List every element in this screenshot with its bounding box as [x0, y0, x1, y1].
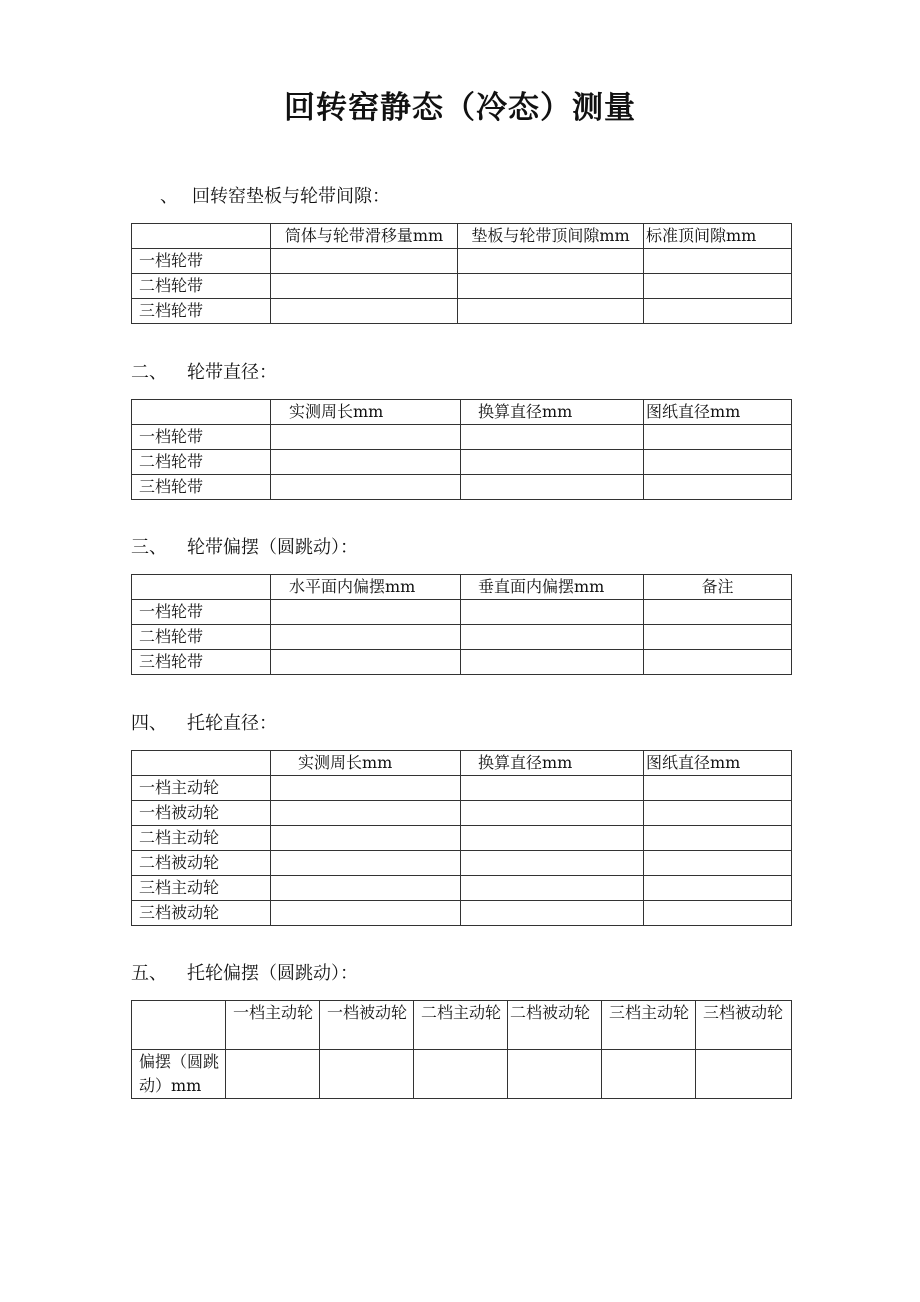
- table-row: [132, 425, 792, 450]
- input-cell[interactable]: [508, 1050, 602, 1099]
- row-label: 三档主动轮: [132, 876, 271, 901]
- table-row: [132, 249, 792, 274]
- section-1-heading: [160, 182, 390, 208]
- row-label: 二档轮带: [132, 274, 271, 299]
- input-cell[interactable]: [320, 1050, 414, 1099]
- section-1-number: 、: [160, 186, 178, 207]
- section-3-heading: [131, 533, 358, 559]
- input-cell[interactable]: [644, 801, 792, 826]
- table-header-row: [132, 751, 792, 776]
- input-cell[interactable]: [461, 650, 644, 675]
- input-cell[interactable]: [271, 249, 458, 274]
- header-cell: 二档主动轮: [414, 1001, 508, 1050]
- section-2-title: 轮带直径：: [187, 362, 277, 383]
- table-header-row: [132, 575, 792, 600]
- input-cell[interactable]: [644, 776, 792, 801]
- header-cell: [132, 1001, 226, 1050]
- header-cell: 图纸直径mm: [644, 400, 792, 425]
- input-cell[interactable]: [271, 801, 461, 826]
- input-cell[interactable]: [271, 901, 461, 926]
- input-cell[interactable]: [644, 876, 792, 901]
- row-label: 二档轮带: [132, 625, 271, 650]
- header-cell: [132, 575, 271, 600]
- table-row: [132, 475, 792, 500]
- input-cell[interactable]: [644, 450, 792, 475]
- header-cell: [132, 224, 271, 249]
- header-cell: [132, 751, 271, 776]
- row-label: 二档被动轮: [132, 851, 271, 876]
- section-2-heading: [131, 358, 277, 384]
- input-cell[interactable]: [458, 274, 644, 299]
- row-label: 一档主动轮: [132, 776, 271, 801]
- input-cell[interactable]: [271, 851, 461, 876]
- section-5-title: 托轮偏摆（圆跳动）：: [187, 963, 358, 984]
- section-4-number: 四、: [131, 713, 167, 734]
- input-cell[interactable]: [461, 776, 644, 801]
- row-label: 三档被动轮: [132, 901, 271, 926]
- table-row: [132, 450, 792, 475]
- input-cell[interactable]: [271, 826, 461, 851]
- input-cell[interactable]: [271, 600, 461, 625]
- table-row: [132, 826, 792, 851]
- input-cell[interactable]: [461, 851, 644, 876]
- input-cell[interactable]: [271, 475, 461, 500]
- page-title: 回转窑静态（冷态）测量: [284, 90, 636, 126]
- table-header-row: [132, 224, 792, 249]
- roller-diameter-table: [131, 750, 792, 926]
- header-cell: 一档主动轮: [226, 1001, 320, 1050]
- input-cell[interactable]: [461, 475, 644, 500]
- table-row: [132, 600, 792, 625]
- roller-runout-table: [131, 1000, 792, 1099]
- header-cell: 垂直面内偏摆mm: [461, 575, 644, 600]
- table-row: [132, 901, 792, 926]
- header-cell: 三档主动轮: [602, 1001, 696, 1050]
- input-cell[interactable]: [644, 826, 792, 851]
- input-cell[interactable]: [458, 249, 644, 274]
- header-cell: [132, 400, 271, 425]
- section-5-heading: [131, 959, 358, 985]
- input-cell[interactable]: [271, 425, 461, 450]
- input-cell[interactable]: [271, 625, 461, 650]
- input-cell[interactable]: [461, 826, 644, 851]
- input-cell[interactable]: [696, 1050, 792, 1099]
- table-row: [132, 650, 792, 675]
- input-cell[interactable]: [644, 650, 792, 675]
- row-label: 二档主动轮: [132, 826, 271, 851]
- section-1-title: 回转窑垫板与轮带间隙：: [192, 186, 390, 207]
- table-header-row: [132, 1001, 792, 1050]
- tire-runout-table: [131, 574, 792, 675]
- header-cell: 筒体与轮带滑移量mm: [271, 224, 458, 249]
- table-row: [132, 851, 792, 876]
- section-5-number: 五、: [131, 963, 167, 984]
- table-row: [132, 876, 792, 901]
- input-cell[interactable]: [271, 776, 461, 801]
- input-cell[interactable]: [461, 801, 644, 826]
- input-cell[interactable]: [644, 299, 792, 324]
- header-cell: 二档被动轮: [508, 1001, 602, 1050]
- input-cell[interactable]: [644, 901, 792, 926]
- header-cell: 备注: [644, 575, 792, 600]
- input-cell[interactable]: [644, 600, 792, 625]
- table-row: [132, 625, 792, 650]
- input-cell[interactable]: [271, 274, 458, 299]
- table-row: [132, 776, 792, 801]
- input-cell[interactable]: [644, 475, 792, 500]
- input-cell[interactable]: [644, 249, 792, 274]
- input-cell[interactable]: [644, 851, 792, 876]
- input-cell[interactable]: [602, 1050, 696, 1099]
- table-row: [132, 1050, 792, 1099]
- section-2-number: 二、: [131, 362, 167, 383]
- gap-table: [131, 223, 792, 324]
- input-cell[interactable]: [644, 274, 792, 299]
- header-cell: 图纸直径mm: [644, 751, 792, 776]
- input-cell[interactable]: [644, 625, 792, 650]
- input-cell[interactable]: [271, 650, 461, 675]
- input-cell[interactable]: [461, 600, 644, 625]
- header-cell: 水平面内偏摆mm: [271, 575, 461, 600]
- table-row: [132, 274, 792, 299]
- header-cell: 换算直径mm: [461, 400, 644, 425]
- input-cell[interactable]: [461, 625, 644, 650]
- header-cell: 实测周长mm: [271, 751, 461, 776]
- table-row: [132, 801, 792, 826]
- input-cell[interactable]: [271, 450, 461, 475]
- input-cell[interactable]: [461, 450, 644, 475]
- row-label: 三档轮带: [132, 650, 271, 675]
- header-cell: 三档被动轮: [696, 1001, 792, 1050]
- input-cell[interactable]: [644, 425, 792, 450]
- header-cell: 一档被动轮: [320, 1001, 414, 1050]
- header-cell: 换算直径mm: [461, 751, 644, 776]
- input-cell[interactable]: [458, 299, 644, 324]
- input-cell[interactable]: [461, 876, 644, 901]
- row-label: 一档轮带: [132, 249, 271, 274]
- section-4-heading: [131, 709, 277, 735]
- header-cell: 标准顶间隙mm: [644, 224, 792, 249]
- row-label: 一档轮带: [132, 600, 271, 625]
- row-label: 二档轮带: [132, 450, 271, 475]
- row-label: 三档轮带: [132, 475, 271, 500]
- row-label: 一档被动轮: [132, 801, 271, 826]
- row-label: 三档轮带: [132, 299, 271, 324]
- input-cell[interactable]: [461, 901, 644, 926]
- section-3-number: 三、: [131, 537, 167, 558]
- input-cell[interactable]: [414, 1050, 508, 1099]
- table-header-row: [132, 400, 792, 425]
- input-cell[interactable]: [271, 876, 461, 901]
- input-cell[interactable]: [271, 299, 458, 324]
- input-cell[interactable]: [226, 1050, 320, 1099]
- row-label: 一档轮带: [132, 425, 271, 450]
- input-cell[interactable]: [461, 425, 644, 450]
- tire-diameter-table: [131, 399, 792, 500]
- header-cell: 实测周长mm: [271, 400, 461, 425]
- row-label: 偏摆（圆跳动）mm: [132, 1050, 226, 1099]
- section-4-title: 托轮直径：: [187, 713, 277, 734]
- header-cell: 垫板与轮带顶间隙mm: [458, 224, 644, 249]
- section-3-title: 轮带偏摆（圆跳动）：: [187, 537, 358, 558]
- table-row: [132, 299, 792, 324]
